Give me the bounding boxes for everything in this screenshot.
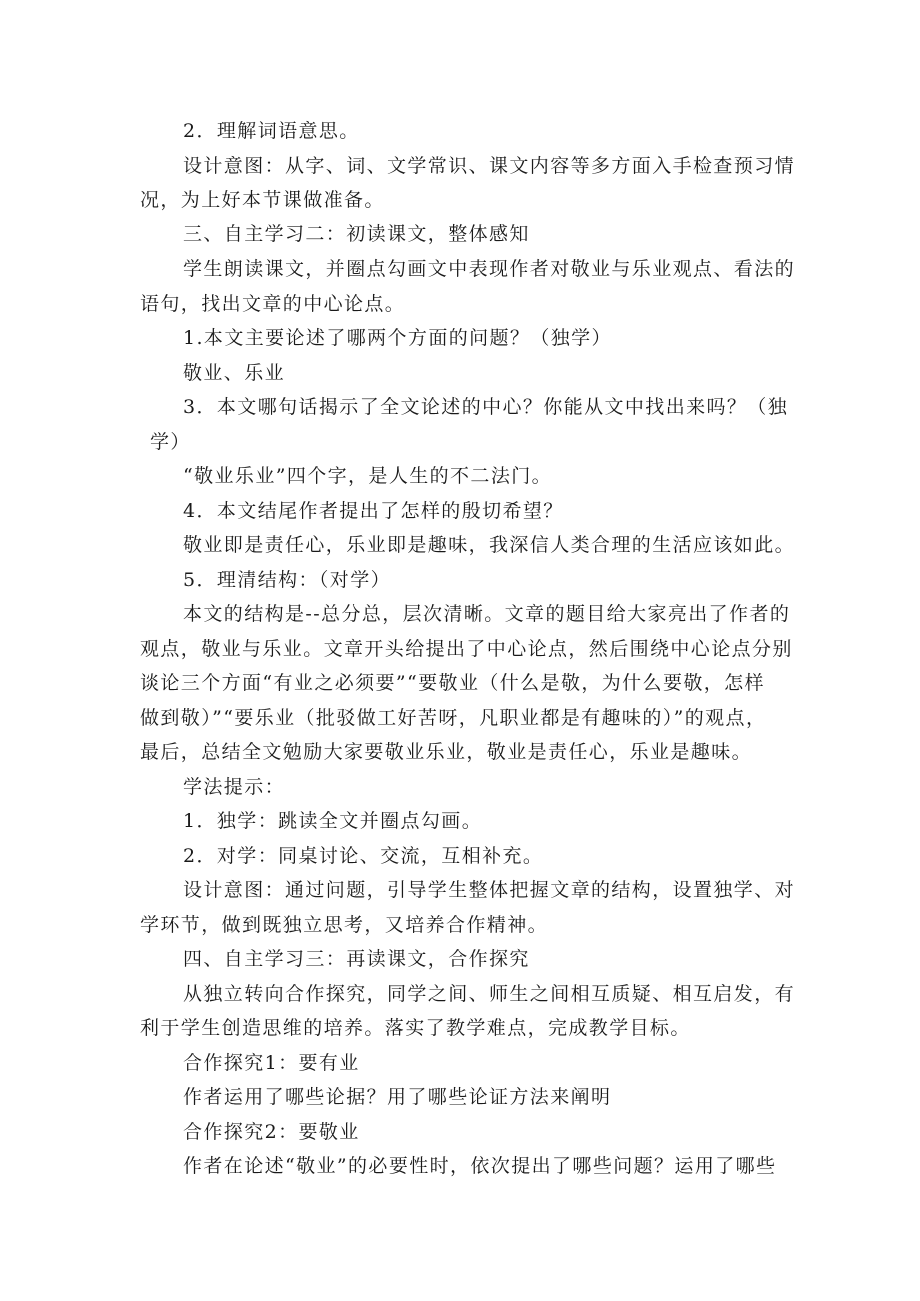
text-line: 合作探究2：要敬业 [183,1121,360,1143]
text-line: 5．理清结构：（对学） [183,569,391,591]
text-line: 学） [150,431,191,453]
text-line: 做到敬）”“要乐业（批驳做工好苦呀，凡职业都是有趣味的）”的观点， [140,707,767,729]
text-line: 4．本文结尾作者提出了怎样的殷切希望？ [183,500,564,522]
text-line: 学生朗读课文，并圈点勾画文中表现作者对敬业与乐业观点、看法的 [183,258,796,280]
text-line: 1．独学：跳读全文并圈点勾画。 [183,810,483,832]
text-line: 况，为上好本节课做准备。 [140,189,385,211]
text-line: 3．本文哪句话揭示了全文论述的中心？你能从文中找出来吗？（独 [183,396,789,418]
text-line: 观点，敬业与乐业。文章开头给提出了中心论点，然后围绕中心论点分别 [140,638,793,660]
text-line: 2．理解词语意思。 [183,120,360,142]
text-line: 利于学生创造思维的培养。落实了教学难点，完成教学目标。 [140,1017,691,1039]
text-line: 设计意图：从字、词、文学常识、课文内容等多方面入手检查预习情 [183,155,796,177]
text-line: 敬业即是责任心，乐业即是趣味，我深信人类合理的生活应该如此。 [183,534,796,556]
section-heading: 四、自主学习三：再读课文，合作探究 [183,948,530,970]
text-line: 谈论三个方面“有业之必须要”“要敬业（什么是敬，为什么要敬，怎样 [140,672,765,694]
text-line: 1.本文主要论述了哪两个方面的问题？（独学） [183,327,612,349]
text-line: 设计意图：通过问题，引导学生整体把握文章的结构，设置独学、对 [183,879,796,901]
text-line: 语句，找出文章的中心论点。 [140,293,406,315]
text-line: “敬业乐业”四个字，是人生的不二法门。 [183,465,553,487]
text-line: 敬业、乐业 [183,362,286,384]
text-line: 学法提示： [183,776,286,798]
text-line: 作者运用了哪些论据？用了哪些论证方法来阐明 [183,1086,612,1108]
text-line: 最后，总结全文勉励大家要敬业乐业，敬业是责任心，乐业是趣味。 [140,741,753,763]
section-heading: 三、自主学习二：初读课文，整体感知 [183,223,530,245]
text-line: 从独立转向合作探究，同学之间、师生之间相互质疑、相互启发，有 [183,983,796,1005]
text-line: 作者在论述“敬业”的必要性时，依次提出了哪些问题？运用了哪些 [183,1155,777,1177]
text-line: 学环节，做到既独立思考，又培养合作精神。 [140,914,549,936]
text-line: 合作探究1：要有业 [183,1052,360,1074]
text-line: 本文的结构是--总分总，层次清晰。文章的题目给大家亮出了作者的 [183,603,791,625]
text-line: 2．对学：同桌讨论、交流，互相补充。 [183,845,544,867]
